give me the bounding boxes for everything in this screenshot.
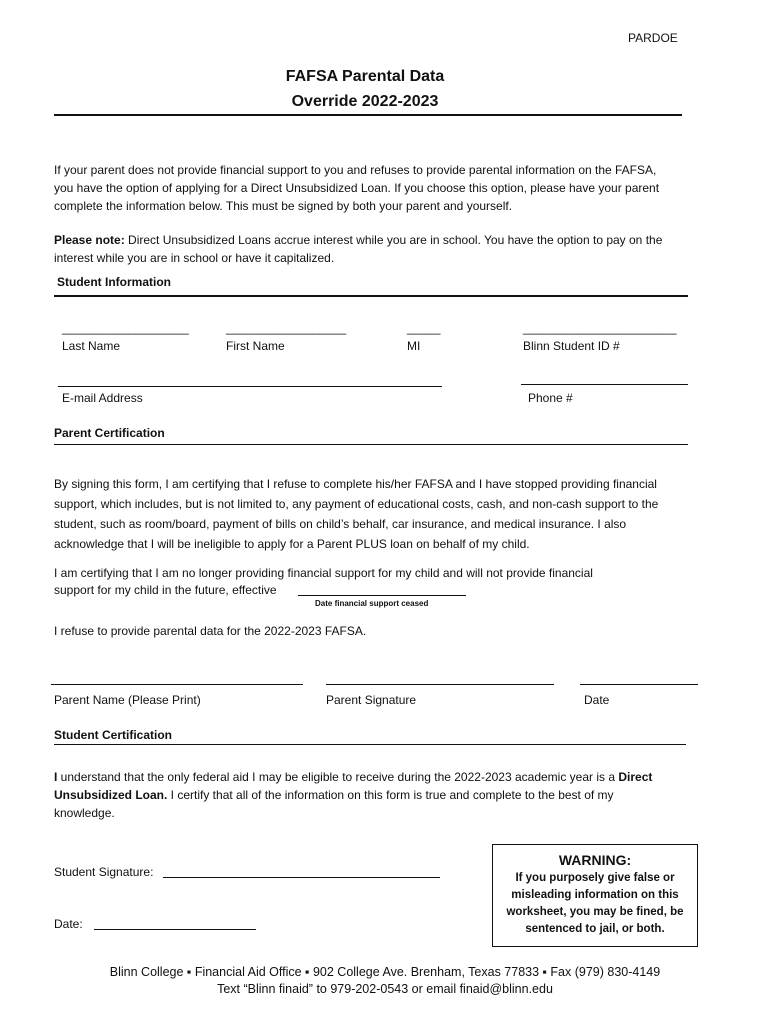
date-support-ceased-field[interactable] — [298, 595, 466, 596]
first-name-label: First Name — [226, 339, 285, 353]
student-date-label: Date: — [54, 917, 83, 931]
parent-cert-heading: Parent Certification — [54, 426, 165, 440]
title-rule — [54, 114, 682, 116]
date-support-ceased-caption: Date financial support ceased — [315, 599, 429, 608]
student-date-field[interactable] — [94, 929, 256, 930]
email-field[interactable] — [58, 386, 442, 387]
parent-date-field[interactable] — [580, 684, 698, 685]
last-name-line[interactable]: ___________________ — [62, 321, 189, 335]
mi-label: MI — [407, 339, 421, 353]
student-signature-label: Student Signature: — [54, 865, 154, 879]
note-paragraph — [54, 231, 669, 267]
parent-name-field[interactable] — [51, 684, 303, 685]
warning-box — [492, 844, 698, 947]
form-code: PARDOE — [628, 31, 678, 45]
student-cert-heading: Student Certification — [54, 728, 173, 742]
parent-signature-label: Parent Signature — [326, 693, 417, 707]
parent-cert-rule — [54, 444, 688, 445]
first-name-line[interactable]: __________________ — [226, 321, 347, 335]
last-name-label: Last Name — [62, 339, 121, 353]
parent-cert-paragraph: By signing this form, I am certifying that I refuse to complete his/her FAFSA and I have stopped providing financial support, which includes, but is not limited to, any payment of educational costs, cash, and non-cash support to the student, such as room/board, payment of bills on child’s behalf, car insurance, and medical insurance. I also acknowledge that I will be ineligible to apply for a Parent PLUS loan on behalf of my child. — [54, 477, 659, 551]
student-info-heading: Student Information — [57, 275, 171, 289]
student-cert-rule — [54, 744, 686, 745]
student-cert-paragraph — [54, 768, 664, 822]
warning-text: If you purposely give false or misleading information on this worksheet, you may be fined, be sentenced to jail, or both. — [506, 872, 684, 935]
student-cert-bold-i: I — [54, 770, 58, 784]
warning-heading: WARNING: — [558, 852, 632, 868]
student-info-rule — [54, 295, 688, 297]
page-title-line1: FAFSA Parental Data — [285, 68, 445, 85]
footer-line2: Text “Blinn finaid” to 979-202-0543 or email finaid@blinn.edu — [217, 982, 553, 996]
student-cert-text2: I certify that all of the information on this form is true and complete to the best of my knowledge. — [54, 788, 614, 820]
phone-field[interactable] — [521, 384, 688, 385]
student-id-label: Blinn Student ID # — [523, 339, 620, 353]
parent-cert-effective-line2: support for my child in the future, effective — [54, 583, 277, 597]
parent-signature-field[interactable] — [326, 684, 554, 685]
intro-paragraph: If your parent does not provide financial support to you and refuses to provide parental information on the FAFSA, you have the option of applying for a Direct Unsubsidized Loan. If you choose this option, please have your parent complete the information below. This must be signed by both your parent and yourself. — [54, 163, 660, 213]
refuse-statement: I refuse to provide parental data for the 2022-2023 FAFSA. — [54, 624, 367, 638]
student-id-line[interactable]: _______________________ — [523, 321, 677, 335]
student-cert-bold-loan: Direct Unsubsidized Loan. — [54, 770, 653, 802]
student-signature-field[interactable] — [163, 877, 440, 878]
phone-label: Phone # — [528, 391, 573, 405]
parent-name-label: Parent Name (Please Print) — [54, 693, 201, 707]
email-label: E-mail Address — [62, 391, 143, 405]
note-label: Please note: — [54, 233, 125, 247]
mi-line[interactable]: _____ — [407, 321, 441, 335]
parent-date-label: Date — [584, 693, 610, 707]
page-title-line2: Override 2022-2023 — [291, 93, 439, 110]
note-text: Direct Unsubsidized Loans accrue interest while you are in school. You have the option to pay on the interest while you are in school or have it capitalized. — [54, 233, 663, 265]
student-cert-text1: understand that the only federal aid I may be eligible to receive during the 2022-2023 academic year is a — [57, 770, 619, 784]
parent-cert-effective-line1: I am certifying that I am no longer providing financial support for my child and will not provide financial — [54, 566, 593, 580]
footer-line1: Blinn College ▪ Financial Aid Office ▪ 902 College Ave. Brenham, Texas 77833 ▪ Fax (979) 830-4149 — [109, 965, 661, 979]
